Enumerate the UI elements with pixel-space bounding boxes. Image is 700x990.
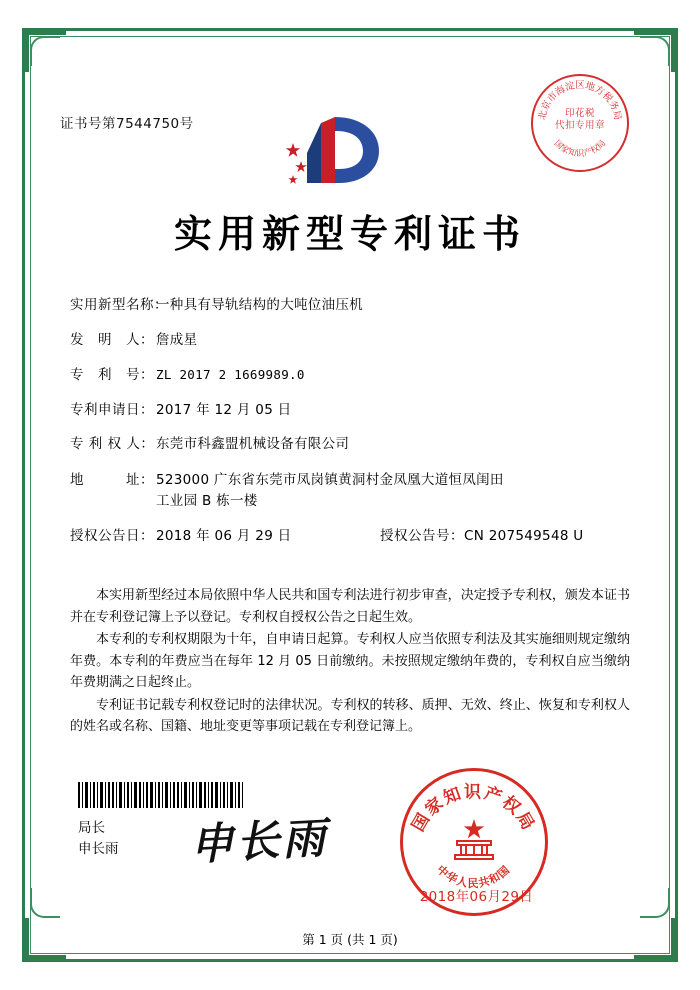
signature-title-block: [78, 818, 119, 860]
national-emblem-icon: [447, 815, 501, 869]
legal-text-block: [70, 585, 630, 739]
corner-arc-bottom-right: [640, 888, 670, 918]
field-label-application-date: 专利申请日：: [70, 401, 154, 418]
field-value-application-date: 2017 年 12 月 05 日: [156, 401, 292, 418]
page-footer: 第 1 页 (共 1 页): [302, 932, 398, 947]
corner-arc-top-left: [30, 36, 60, 66]
field-label-inventor: 发 明 人：: [70, 331, 154, 348]
signature-name: 申长雨: [78, 841, 119, 857]
official-seal-date: 2018年06月29日: [419, 889, 534, 905]
svg-text:国家知识产权局: 国家知识产权局: [408, 782, 539, 836]
corner-arc-bottom-left: [30, 888, 60, 918]
field-label-utility-model-name: 实用新型名称：: [70, 297, 168, 313]
svg-text:国家知识产权局: 国家知识产权局: [551, 138, 609, 159]
patent-office-logo-icon: [283, 113, 387, 195]
field-value-patent-number: ZL 2017 2 1669989.0: [156, 367, 305, 382]
tax-stamp-line1: 印花税: [564, 108, 595, 119]
svg-text:中华人民共和国: 中华人民共和国: [434, 862, 513, 891]
field-label-grant-number: 授权公告号：: [380, 528, 464, 544]
barcode: [78, 782, 243, 808]
grant-number-group: [380, 527, 584, 546]
field-row-address: [70, 470, 630, 512]
field-value-inventor: 詹成星: [156, 331, 198, 348]
certificate-number: 证书号第7544750号: [60, 116, 194, 132]
field-row-utility-model-name: [70, 296, 630, 315]
tax-stamp-line2: 代扣专用章: [554, 119, 605, 131]
legal-paragraph-3: 专利证书记载专利权登记时的法律状况。专利权的转移、质押、无效、终止、恢复和专利权人的姓名或名称、国籍、地址变更等事项记载在专利登记簿上。: [70, 697, 630, 734]
field-row-grant-announcement: [70, 527, 630, 546]
field-row-patentee: [70, 435, 630, 454]
page-title: 实用新型专利证书: [173, 211, 526, 256]
tax-stamp-seal: [531, 74, 629, 172]
field-row-inventor: [70, 331, 630, 350]
svg-text:北京市海淀区地方税务局: 北京市海淀区地方税务局: [536, 80, 624, 122]
field-value-grant-number: CN 207549548 U: [464, 528, 584, 544]
field-label-grant-date: 授权公告日：: [70, 528, 154, 544]
handwritten-signature: 申长雨: [188, 813, 330, 871]
field-value-address-line2: 工业园 B 栋一楼: [156, 492, 258, 509]
field-row-patent-number: [70, 365, 630, 385]
field-value-utility-model-name: 一种具有导轨结构的大吨位油压机: [156, 297, 363, 313]
legal-paragraph-1: 本实用新型经过本局依照中华人民共和国专利法进行初步审查，决定授予专利权，颁发本证书并在专利登记簿上予以登记。专利权自授权公告之日起生效。: [70, 588, 630, 625]
legal-paragraph-2: 本专利的专利权期限为十年，自申请日起算。专利权人应当依照专利法及其实施细则规定缴纳年费。本专利的年费应当在每年 12 月 05 日前缴纳。未按照规定缴纳年费的，专利权自应当缴纳年费期满之日起终止。: [70, 632, 630, 690]
signature-title: 局长: [78, 820, 105, 836]
field-label-patentee: 专 利 权 人：: [70, 436, 155, 452]
field-value-grant-date: 2018 年 06 月 29 日: [156, 528, 292, 544]
corner-arc-top-right: [640, 36, 670, 66]
field-label-address: 地 址：: [70, 471, 154, 488]
field-value-address-line1: 523000 广东省东莞市凤岗镇黄洞村金凤凰大道恒凤闺田: [156, 471, 504, 488]
field-value-patentee: 东莞市科鑫盟机械设备有限公司: [156, 436, 350, 452]
tax-stamp-center-text: [533, 108, 627, 131]
field-list: [70, 296, 630, 562]
field-row-application-date: [70, 401, 630, 420]
field-label-patent-number: 专 利 号：: [70, 367, 154, 383]
